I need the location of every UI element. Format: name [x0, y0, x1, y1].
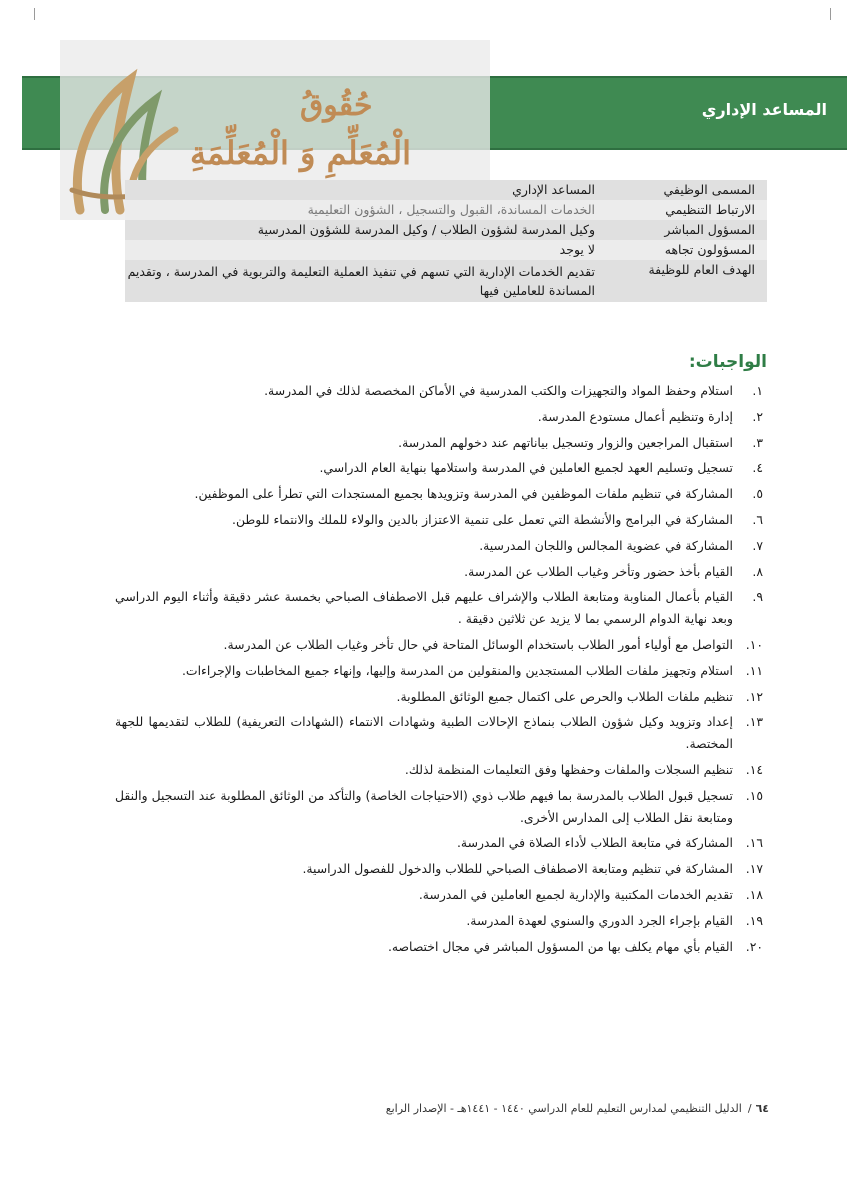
- watermark-line2: الْمُعَلِّمِ وَ الْمُعَلِّمَةِ: [190, 134, 412, 172]
- duty-text: القيام بإجراء الجرد الدوري والسنوي لعهدة المدرسة.: [466, 912, 733, 928]
- duty-text: تقديم الخدمات المكتبية والإدارية لجميع العاملين في المدرسة.: [418, 886, 733, 902]
- info-row-title: [125, 180, 767, 200]
- duty-text: تسجيل وتسليم العهد لجميع العاملين في المدرسة واستلامها بنهاية العام الدراسي.: [319, 460, 733, 476]
- duty-text: استلام وحفظ المواد والتجهيزات والكتب المدرسية في الأماكن المخصصة لذلك في المدرسة.: [264, 383, 733, 398]
- footer-separator: /: [747, 1102, 752, 1115]
- duty-text: إعداد وتزويد وكيل شؤون الطلاب بنماذج الإحالات الطبية وشهادات الانتماء (الشهادات التعريفية) للطلاب لتقديمها للجهة المختصة.: [115, 714, 733, 752]
- duty-item: [115, 884, 763, 906]
- duty-item: [115, 785, 763, 829]
- info-value: لا يوجد: [125, 240, 599, 260]
- duty-item: [115, 406, 763, 428]
- info-row-subordinates: [125, 240, 767, 260]
- duty-item: [115, 910, 763, 932]
- duty-text: المشاركة في عضوية المجالس واللجان المدرسية.: [479, 537, 733, 553]
- info-row-link: [125, 200, 767, 220]
- duty-text: القيام بأعمال المناوبة ومتابعة الطلاب والإشراف عليهم قبل الاصطفاف الصباحي بخمسة عشر دقيقة وأثناء اليوم الدراسي وبعد نهاية الدوام الرسمي بما لا يزيد عن ثلاثين دقيقة .: [115, 589, 733, 627]
- duty-item: [115, 483, 763, 505]
- duties-heading: الواجبات:: [688, 352, 767, 372]
- duty-number: ١.: [752, 383, 763, 398]
- duty-text: تنظيم السجلات والملفات وحفظها وفق التعليمات المنظمة لذلك.: [404, 761, 733, 777]
- duty-text: التواصل مع أولياء أمور الطلاب باستخدام الوسائل المتاحة في حال تأخر وغياب الطلاب عن المدرسة.: [223, 636, 733, 652]
- duty-number: ١٥.: [745, 787, 763, 803]
- duty-number: ١٨.: [745, 886, 763, 902]
- duty-text: استلام وتجهيز ملفات الطلاب المستجدين والمنقولين من المدرسة وإليها، وإنهاء جميع المخاطبات والإجراءات.: [181, 662, 733, 678]
- duty-item: [115, 711, 763, 755]
- duty-item: [115, 832, 763, 854]
- info-key: الارتباط التنظيمي: [599, 200, 767, 220]
- duty-item: [115, 535, 763, 557]
- duty-item: [115, 634, 763, 656]
- duty-number: ١١.: [745, 662, 763, 678]
- info-value: الخدمات المساندة، القبول والتسجيل ، الشؤون التعليمية: [125, 200, 599, 220]
- duty-text: المشاركة في تنظيم ملفات الموظفين في المدرسة وتزويدها بجميع المستجدات التي تطرأ على الموظفين.: [194, 486, 733, 502]
- duty-number: ١٧.: [745, 861, 763, 877]
- duty-number: ٢٠.: [745, 938, 763, 954]
- page-footer: [386, 1102, 769, 1115]
- banner-title: المساعد الإداري: [701, 100, 827, 119]
- duty-text: تنظيم ملفات الطلاب والحرص على اكتمال جميع الوثائق المطلوبة.: [396, 688, 733, 704]
- duty-number: ٧.: [752, 537, 763, 553]
- duty-text: المشاركة في متابعة الطلاب لأداء الصلاة في المدرسة.: [456, 835, 733, 851]
- duty-number: ١٤.: [745, 761, 763, 777]
- duty-item: [115, 936, 763, 958]
- info-value: وكيل المدرسة لشؤون الطلاب / وكيل المدرسة للشؤون المدرسية: [125, 220, 599, 240]
- duty-text: المشاركة في البرامج والأنشطة التي تعمل على تنمية الاعتزاز بالدين والولاء للملك والانتماء للوطن.: [232, 511, 733, 527]
- duty-text: تسجيل قبول الطلاب بالمدرسة بما فيهم طلاب ذوي (الاحتياجات الخاصة) والتأكد من الوثائق المطلوبة عند التسجيل والنقل ومتابعة نقل الطلاب إلى المدارس الأخرى.: [115, 787, 733, 825]
- duty-text: القيام بأخذ حضور وتأخر وغياب الطلاب عن المدرسة.: [464, 563, 733, 579]
- duty-item: [115, 509, 763, 531]
- duty-item: [115, 660, 763, 682]
- info-key: الهدف العام للوظيفة: [599, 260, 767, 302]
- duty-item: [115, 586, 763, 630]
- info-key: المسؤولون تجاهه: [599, 240, 767, 260]
- duty-item: [115, 759, 763, 781]
- duty-text: المشاركة في تنظيم ومتابعة الاصطفاف الصباحي للطلاب والدخول للفصول الدراسية.: [302, 861, 733, 877]
- info-row-goal: [125, 260, 767, 302]
- duty-item: [115, 432, 763, 454]
- duty-text: استقبال المراجعين والزوار وتسجيل بياناتهم عند دخولهم المدرسة.: [398, 434, 733, 450]
- duty-text: القيام بأي مهام يكلف بها من المسؤول المباشر في مجال اختصاصه.: [387, 938, 733, 954]
- crop-mark-right: [830, 8, 843, 20]
- info-value: المساعد الإداري: [125, 180, 599, 200]
- duty-item: [115, 858, 763, 880]
- duties-list: [115, 380, 763, 961]
- duty-number: ٥.: [752, 486, 763, 502]
- info-row-manager: [125, 220, 767, 240]
- duty-number: ١٢.: [745, 688, 763, 704]
- duty-text: إدارة وتنظيم أعمال مستودع المدرسة.: [537, 408, 733, 424]
- duty-item: [115, 561, 763, 583]
- duty-item: [115, 380, 763, 402]
- footer-text: الدليل التنظيمي لمدارس التعليم للعام الدراسي ١٤٤٠ - ١٤٤١هـ - الإصدار الرابع: [385, 1102, 742, 1115]
- info-key: المسؤول المباشر: [599, 220, 767, 240]
- page-number: ٦٤: [755, 1102, 769, 1115]
- duty-number: ٨.: [752, 563, 763, 579]
- job-info-table: [125, 180, 767, 302]
- watermark-line1: حُقُوقُ: [300, 88, 373, 123]
- duty-number: ٤.: [752, 460, 763, 476]
- duty-number: ٦.: [752, 511, 763, 527]
- duty-number: ٢.: [752, 408, 763, 424]
- info-value: تقديم الخدمات الإدارية التي تسهم في تنفيذ العملية التعليمة والتربوية في المدرسة ، وتقديم المساندة للعاملين فيها: [125, 260, 599, 302]
- info-key: المسمى الوظيفي: [599, 180, 767, 200]
- duty-number: ١٦.: [745, 835, 763, 851]
- duty-number: ١٩.: [745, 912, 763, 928]
- duty-item: [115, 686, 763, 708]
- crop-mark-left: [22, 8, 35, 20]
- duty-number: ١٣.: [745, 714, 763, 730]
- duty-number: ٩.: [752, 589, 763, 605]
- duty-item: [115, 457, 763, 479]
- duty-number: ٣.: [752, 434, 763, 450]
- duty-number: ١٠.: [745, 636, 763, 652]
